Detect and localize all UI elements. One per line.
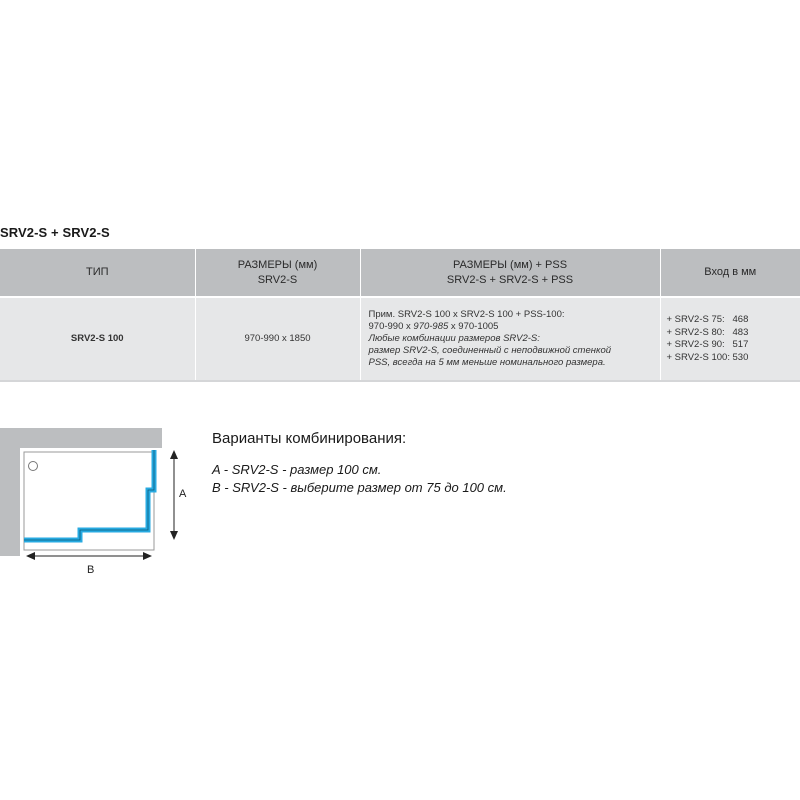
header-type: ТИП	[0, 249, 195, 297]
dimension-a-arrow-top	[170, 450, 178, 459]
note-line: 970-990 x 970-985 x 970-1005	[368, 321, 499, 332]
shower-layout-diagram	[0, 428, 200, 588]
entry-item: + SRV2-S 90: 517	[666, 339, 749, 350]
cell-size: 970-990 x 1850	[195, 297, 360, 380]
note-line: Любые комбинации размеров SRV2-S:	[368, 333, 540, 344]
variant-a: A - SRV2-S - размер 100 см.	[212, 462, 382, 477]
shower-tray	[24, 452, 154, 550]
note-line: Прим. SRV2-S 100 x SRV2-S 100 + PSS-100:	[368, 309, 565, 320]
section-title: SRV2-S + SRV2-S	[0, 225, 110, 240]
spec-table	[0, 249, 800, 380]
table-row	[0, 297, 800, 380]
header-sizes: РАЗМЕРЫ (мм) SRV2-S	[195, 249, 360, 297]
table-bottom-rule	[0, 380, 800, 382]
table-header-row	[0, 249, 800, 297]
dimension-a-label: A	[179, 488, 187, 500]
dimension-b-label: B	[87, 564, 95, 576]
cell-entry	[660, 297, 800, 380]
header-sizes-pss: РАЗМЕРЫ (мм) + PSS SRV2-S + SRV2-S + PSS	[360, 249, 660, 297]
entry-item: + SRV2-S 100: 530	[666, 351, 749, 363]
variants-heading: Варианты комбинирования:	[212, 430, 407, 447]
note-line: PSS, всегда на 5 мм меньше номинального размера.	[368, 357, 606, 368]
entry-item: + SRV2-S 75: 468	[666, 314, 749, 325]
wall-top	[0, 428, 162, 448]
cell-note	[360, 297, 660, 380]
header-entry: Вход в мм	[660, 249, 800, 297]
dimension-a-arrow-bottom	[170, 531, 178, 540]
dimension-b-arrow-right	[143, 552, 152, 560]
wall-left	[0, 428, 20, 556]
entry-item: + SRV2-S 80: 483	[666, 326, 749, 338]
cell-type: SRV2-S 100	[0, 297, 195, 380]
dimension-b-arrow-left	[26, 552, 35, 560]
drain-icon	[29, 462, 38, 471]
combination-variants	[212, 430, 507, 497]
note-line: размер SRV2-S, соединенный с неподвижной стенкой	[368, 345, 612, 356]
variant-b: B - SRV2-S - выберите размер от 75 до 100 см.	[212, 480, 507, 495]
